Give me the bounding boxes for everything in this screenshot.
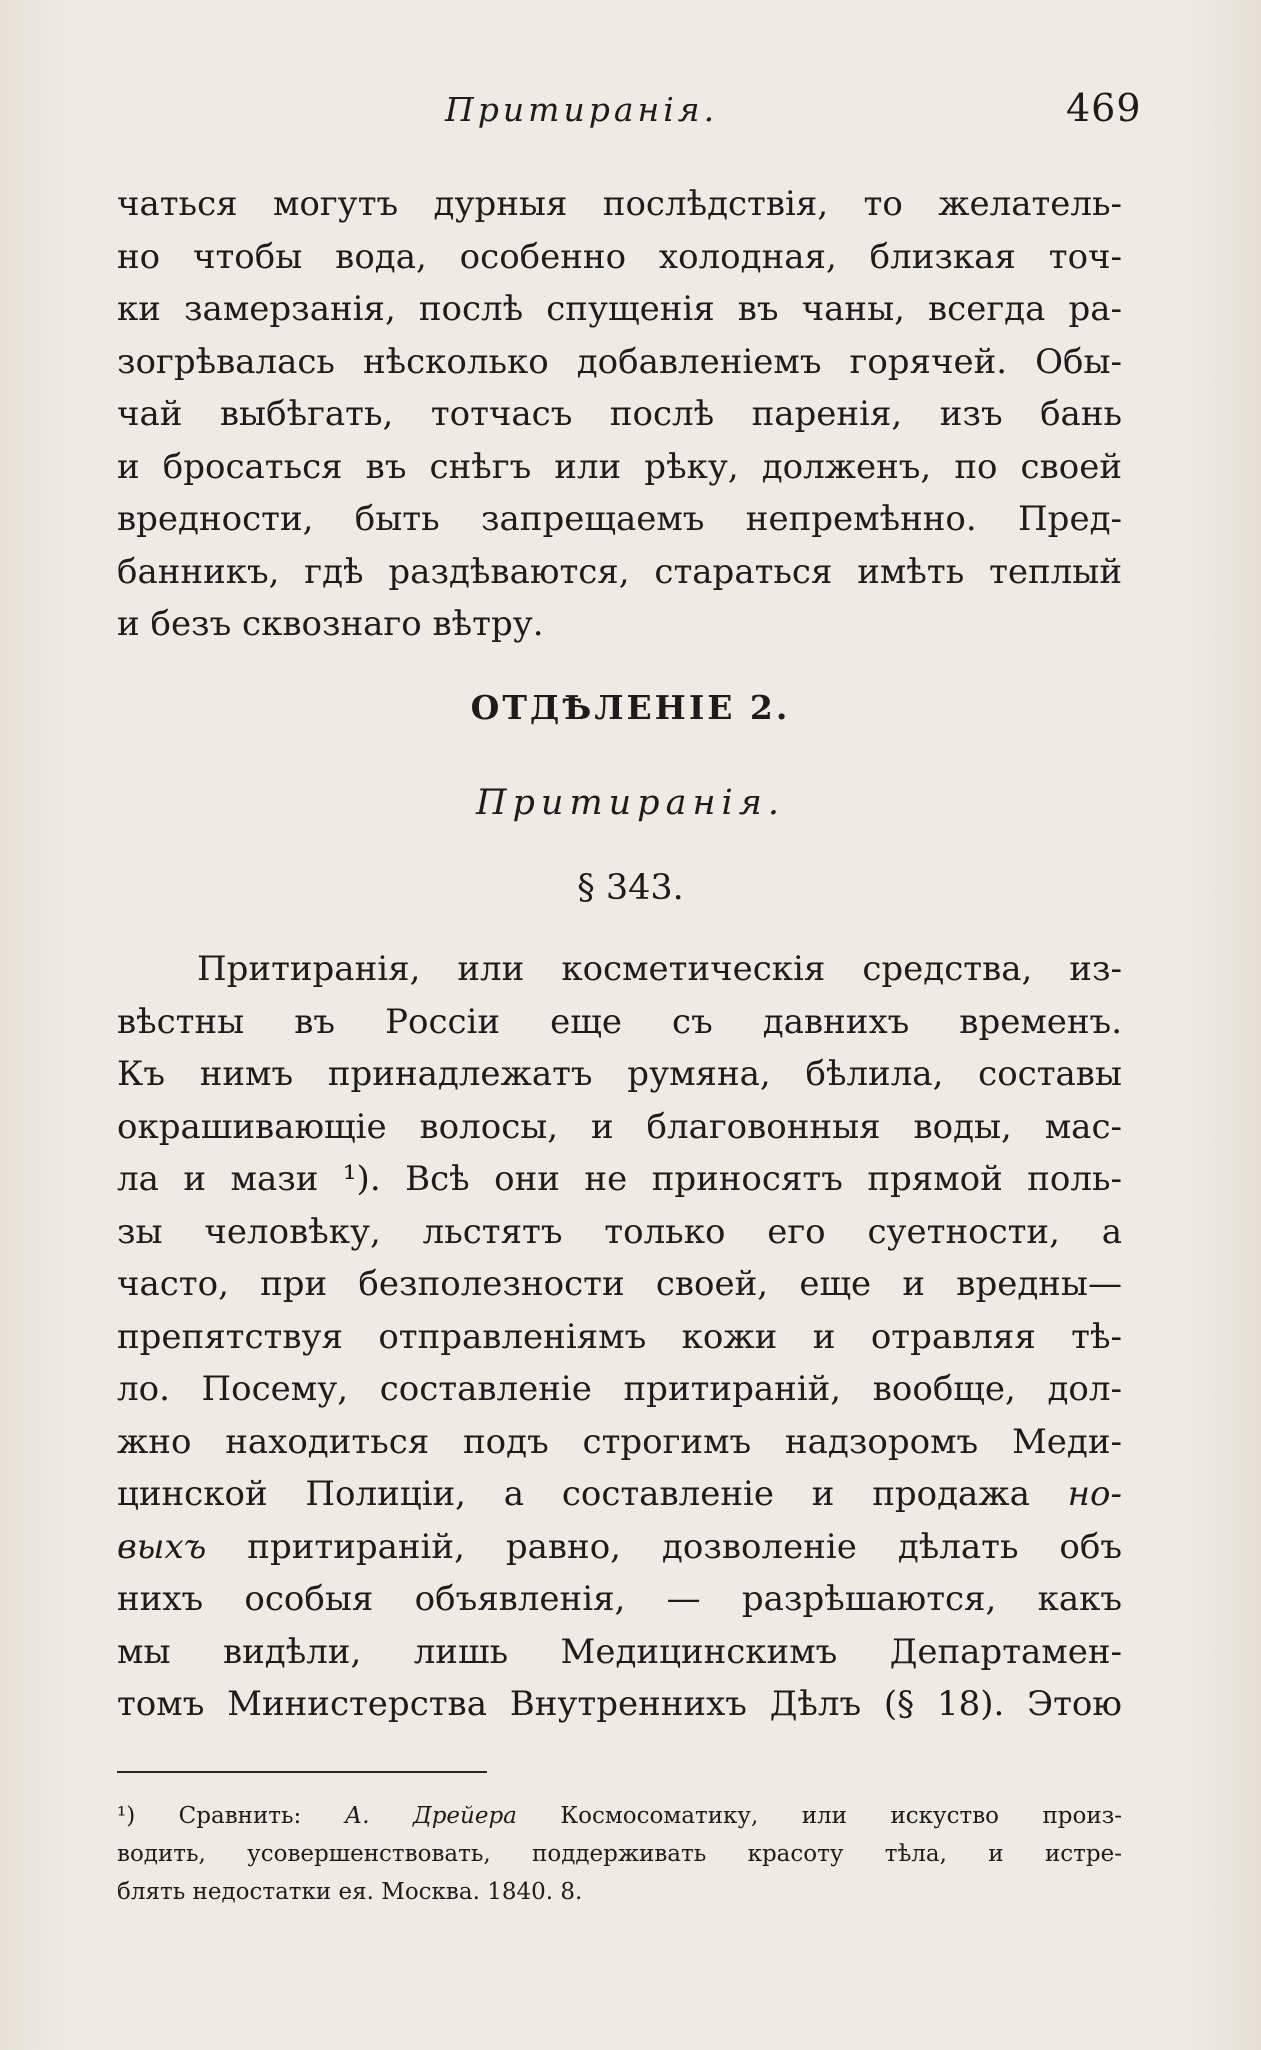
text-line: и безъ сквознаго вѣтру. bbox=[117, 604, 544, 644]
section-subtitle: Притиранія. bbox=[475, 783, 786, 823]
running-title: Притиранія. bbox=[445, 90, 719, 129]
text-line: зы человѣку, льстятъ только его суетности, а bbox=[117, 1211, 1122, 1252]
text-line bbox=[117, 1521, 1122, 1574]
text-line: ки замерзанія, послѣ спущенія въ чаны, всегда ра- bbox=[117, 289, 1122, 329]
section-heading: ОТДѢЛЕНІЕ 2. bbox=[470, 688, 791, 727]
footnote bbox=[117, 1797, 1122, 1911]
footnote-line: блять недостатки ея. Москва. 1840. 8. bbox=[117, 1879, 583, 1905]
text-line: жно находиться подъ строгимъ надзоромъ Меди- bbox=[117, 1421, 1122, 1462]
text-line: окрашивающіе волосы, и благовонныя воды, мас- bbox=[117, 1106, 1122, 1147]
text-line: ло. Посему, составленіе притираній, вообще, дол- bbox=[117, 1369, 1122, 1409]
text-line: и бросаться въ снѣгъ или рѣку, долженъ, по своей bbox=[117, 446, 1122, 487]
footnote-author: А. Дрейера bbox=[344, 1803, 517, 1829]
emphasis-text: но- bbox=[1067, 1474, 1123, 1514]
page-header bbox=[0, 86, 1261, 146]
text-line: часто, при безполезности своей, еще и вредны— bbox=[117, 1264, 1122, 1304]
text-segment: Космосоматику, или искуство произ- bbox=[516, 1803, 1123, 1829]
text-line: чаться могутъ дурныя послѣдствія, то желатель- bbox=[117, 184, 1122, 224]
text-line: чай выбѣгать, тотчасъ послѣ паренія, изъ бань bbox=[117, 394, 1122, 434]
text-line: Къ нимъ принадлежатъ румяна, бѣлила, составы bbox=[117, 1054, 1122, 1094]
paragraph-343 bbox=[117, 943, 1122, 1731]
paragraph-continued bbox=[117, 178, 1122, 651]
emphasis-text: выхъ bbox=[117, 1526, 207, 1567]
text-line: Притиранія, или косметическія средства, из- bbox=[197, 949, 1122, 989]
text-line: вѣстны въ Россіи еще съ давнихъ временъ. bbox=[117, 1001, 1122, 1042]
text-line: зогрѣвалась нѣсколько добавленіемъ горячей. Обы- bbox=[117, 341, 1122, 382]
footnote-line: водить, усовершенствовать, поддерживать красоту тѣла, и истре- bbox=[117, 1841, 1122, 1867]
footnote-divider bbox=[117, 1771, 487, 1773]
text-line: вредности, быть запрещаемъ непремѣнно. Пред- bbox=[117, 499, 1122, 539]
paragraph-number: § 343. bbox=[577, 868, 684, 908]
text-line: нихъ особыя объявленія, — разрѣшаются, какъ bbox=[117, 1579, 1122, 1619]
footnote-line bbox=[117, 1797, 1122, 1835]
text-line bbox=[117, 1468, 1122, 1521]
footnote-marker: ¹) Сравнить: bbox=[117, 1803, 345, 1829]
text-line: но чтобы вода, особенно холодная, близкая точ- bbox=[117, 236, 1122, 277]
text-segment: цинской Полиціи, а составленіе и продажа bbox=[117, 1474, 1030, 1514]
text-line: банникъ, гдѣ раздѣваются, стараться имѣть теплый bbox=[117, 551, 1122, 592]
text-line: ла и мази ¹). Всѣ они не приносятъ прямой поль- bbox=[117, 1159, 1122, 1199]
page-number: 469 bbox=[1066, 86, 1142, 130]
text-line: томъ Министерства Внутреннихъ Дѣлъ (§ 18). Этою bbox=[117, 1684, 1122, 1724]
text-line: препятствуя отправленіямъ кожи и отравляя тѣ- bbox=[117, 1316, 1122, 1357]
text-segment: притираній, равно, дозволеніе дѣлать объ bbox=[206, 1526, 1122, 1567]
text-line: мы видѣли, лишь Медицинскимъ Департамен- bbox=[117, 1631, 1122, 1672]
